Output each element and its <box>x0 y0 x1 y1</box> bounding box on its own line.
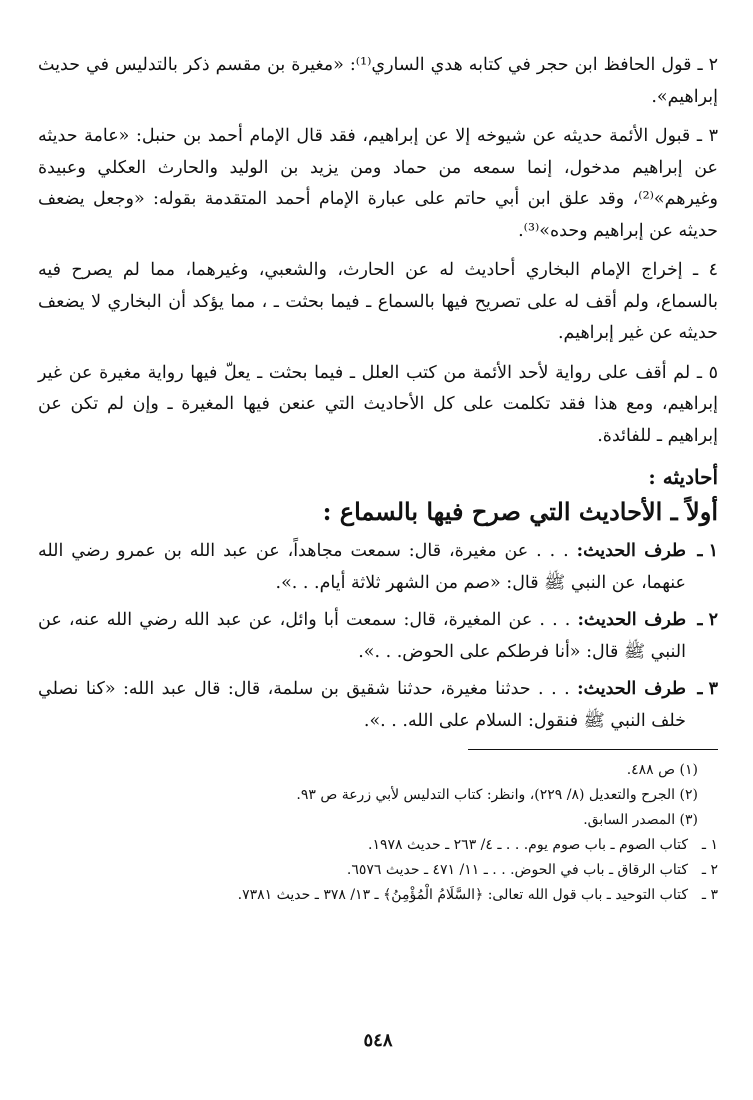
hadith-label: طرف الحديث: <box>577 610 686 630</box>
reference-text: كتاب الصوم ـ باب صوم يوم. . . ـ ٤/ ٢٦٣ ـ حديث ١٩٧٨. <box>368 837 688 853</box>
section-heading: أحاديثه : <box>648 465 718 489</box>
reference-item <box>38 858 718 883</box>
hadith-label: طرف الحديث: <box>576 541 686 561</box>
footnote-divider <box>468 749 718 750</box>
footnote: (٢) الجرح والتعديل (٨/ ٢٢٩)، وانظر: كتاب التدليس لأبي زرعة ص ٩٣. <box>296 787 698 803</box>
hadith-number: ١ ـ <box>697 541 718 561</box>
hadith-item <box>38 605 718 668</box>
hadith-item <box>38 536 718 599</box>
reference-item <box>38 833 718 858</box>
subsection-heading: أولاً ـ الأحاديث التي صرح فيها بالسماع : <box>322 497 718 526</box>
paragraph-2: ٢ ـ قول الحافظ ابن حجر في كتابه هدي الساري⁽¹⁾: «مغيرة بن مقسم ذكر بالتدليس في حديث إبراهيم». <box>38 55 719 107</box>
reference-text: كتاب الرقاق ـ باب في الحوض. . . ـ ١١/ ٤٧١ ـ حديث ٦٥٧٦. <box>346 862 688 878</box>
hadith-number: ٣ ـ <box>697 679 718 699</box>
paragraph-5: ٥ ـ لم أقف على رواية لأحد الأئمة من كتب العلل ـ فيما بحثت ـ يعلّ فيها رواية مغيرة عن غير إبراهيم، ومع هذا فقد تكلمت على كل الأحاديث التي عنعن فيها المغيرة ـ وإن لم تكن عن إبراهيم ـ للفائدة. <box>38 362 718 446</box>
footnote: (٣) المصدر السابق. <box>583 812 698 828</box>
hadith-number: ٢ ـ <box>697 610 718 630</box>
reference-number: ٢ ـ <box>701 862 718 878</box>
reference-number: ١ ـ <box>701 837 718 853</box>
paragraph-4: ٤ ـ إخراج الإمام البخاري أحاديث له عن الحارث، والشعبي، وغيرهما، مما لم يصرح فيه بالسماع، ولم أقف له على تصريح فيها بالسماع ـ فيما بحثت ـ ، مما يؤكد أن البخاري لا يضعف حديثه عن غير إبراهيم. <box>38 260 718 343</box>
hadith-text: . . . عن مغيرة، قال: سمعت مجاهداً، عن عبد الله بن عمرو رضي الله عنهما، عن النبي ﷺ قال: «صم من الشهر ثلاثة أيام. . .». <box>38 541 686 593</box>
paragraph-3: ٣ ـ قبول الأئمة حديثه عن شيوخه إلا عن إبراهيم، فقد قال الإمام أحمد بن حنبل: «عامة حديثه عن إبراهيم مدخول، إنما سمعه من حماد ومن يزيد بن الوليد والحارث العكلي وعبيدة وغيرهم»⁽²⁾، وقد علق ابن أبي حاتم على عبارة الإمام أحمد المتقدمة بقوله: «وجعل يضعف حديثه عن إبراهيم وحده»⁽³⁾. <box>38 126 718 241</box>
footnote: (١) ص ٤٨٨. <box>626 762 698 778</box>
reference-text: كتاب التوحيد ـ باب قول الله تعالى: ﴿السَّلَامُ الْمُؤْمِنُ﴾ ـ ١٣/ ٣٧٨ ـ حديث ٧٣٨١. <box>237 887 688 903</box>
reference-item <box>38 883 718 908</box>
document-page <box>38 50 718 1070</box>
hadith-item <box>38 674 718 737</box>
reference-number: ٣ ـ <box>701 887 718 903</box>
hadith-label: طرف الحديث: <box>577 679 686 699</box>
hadith-text: . . . عن المغيرة، قال: سمعت أبا وائل، عن عبد الله رضي الله عنه، عن النبي ﷺ قال: «أنا فرطكم على الحوض. . .». <box>38 610 686 662</box>
hadith-text: . . . حدثنا مغيرة، حدثنا شقيق بن سلمة، قال: قال عبد الله: «كنا نصلي خلف النبي ﷺ فنقول: السلام على الله. . .». <box>38 679 686 731</box>
page-number: ٥٤٨ <box>363 1030 393 1051</box>
